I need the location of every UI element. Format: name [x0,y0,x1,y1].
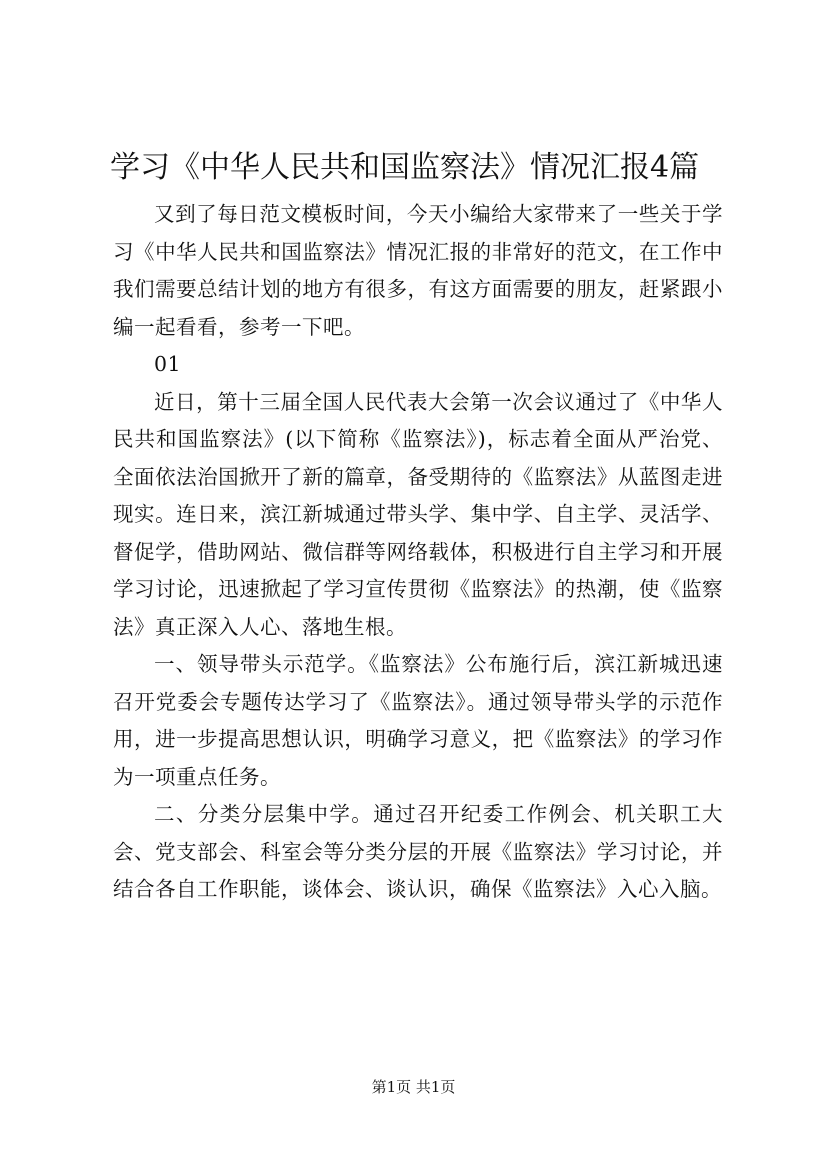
body-paragraph-2: 一、领导带头示范学。《监察法》公布施行后，滨江新城迅速召开党委会专题传达学习了《监察法》。通过领导带头学的示范作用，进一步提高思想认识，明确学习意义，把《监察法》的学习作为一项重点任务。 [113,652,723,789]
document-body [113,196,723,909]
intro-paragraph: 又到了每日范文模板时间，今天小编给大家带来了一些关于学习《中华人民共和国监察法》情况汇报的非常好的范文，在工作中我们需要总结计划的地方有很多，有这方面需要的朋友，赶紧跟小编一起看看，参考一下吧。 [113,202,723,339]
section-number: 01 [154,352,182,376]
page-footer: 第1页 共1页 [371,1078,456,1096]
body-paragraph-1: 近日，第十三届全国人民代表大会第一次会议通过了《中华人民共和国监察法》(以下简称《监察法》)，标志着全面从严治党、全面依法治国掀开了新的篇章，备受期待的《监察法》从蓝图走进现实。连日来，滨江新城通过带头学、集中学、自主学、灵活学、督促学，借助网站、微信群等网络载体，积极进行自主学习和开展学习讨论，迅速掀起了学习宣传贯彻《监察法》的热潮，使《监察法》真正深入人心、落地生根。 [113,389,723,639]
body-paragraph-3: 二、分类分层集中学。通过召开纪委工作例会、机关职工大会、党支部会、科室会等分类分层的开展《监察法》学习讨论，并结合各自工作职能，谈体会、谈认识，确保《监察法》入心入脑。 [113,802,723,901]
document-title: 学习《中华人民共和国监察法》情况汇报4篇 [110,150,700,185]
